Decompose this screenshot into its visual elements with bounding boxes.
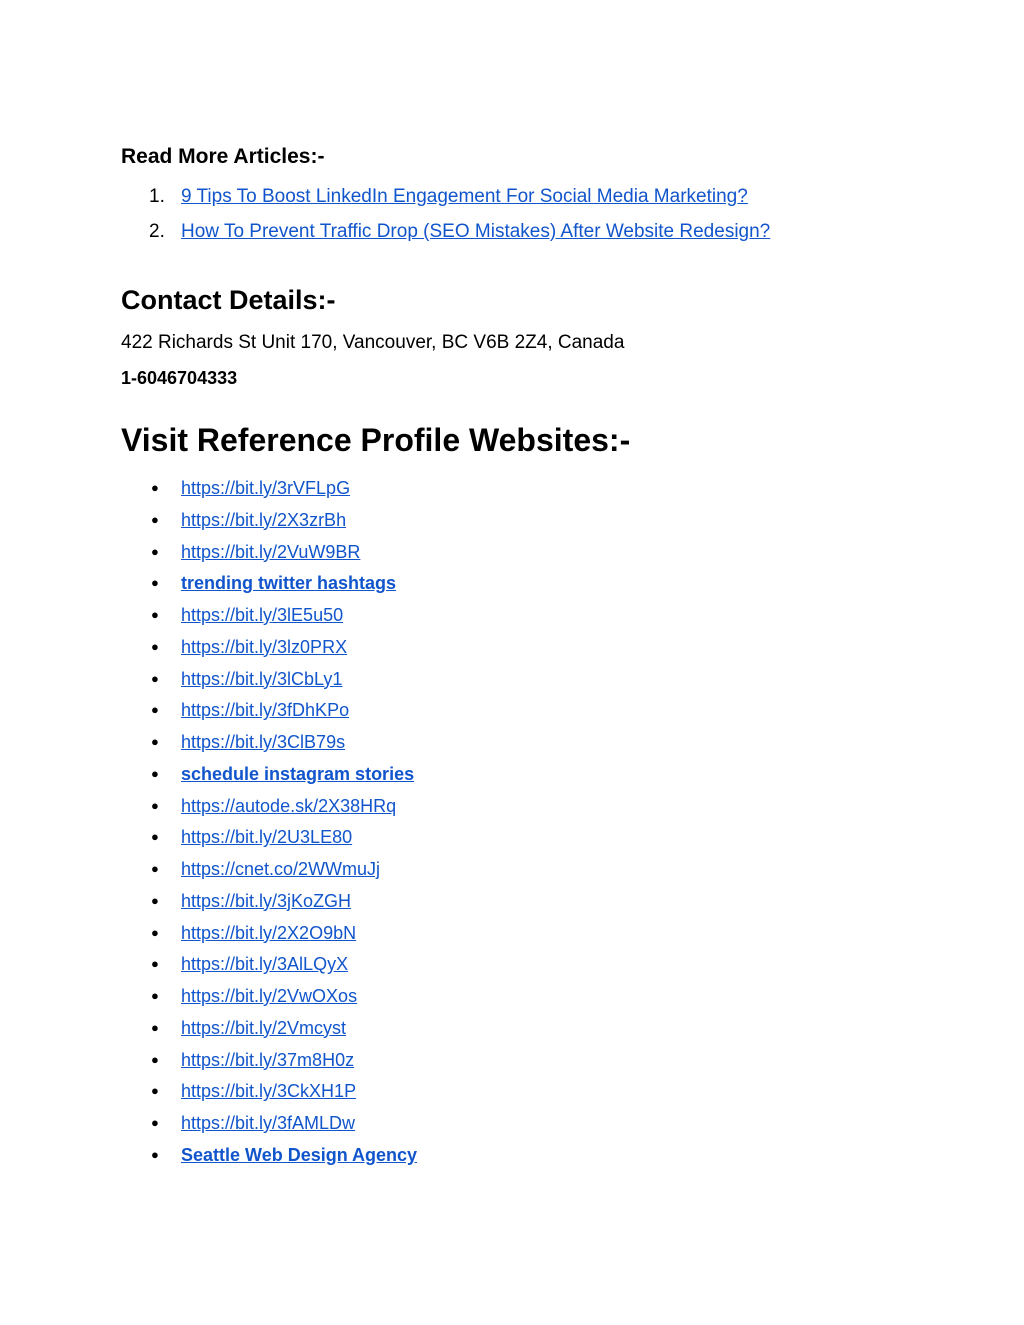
bullet-icon: ● — [151, 1146, 159, 1162]
reference-link[interactable]: https://bit.ly/3jKoZGH — [181, 890, 352, 911]
bullet-icon: ● — [151, 702, 159, 718]
reference-link[interactable]: https://cnet.co/2WWmuJj — [181, 859, 381, 879]
reference-link[interactable]: Seattle Web Design Agency — [181, 1144, 418, 1165]
bullet-icon: ● — [151, 988, 159, 1003]
reference-link[interactable]: https://bit.ly/3lCbLy1 — [181, 668, 343, 689]
bullet-icon: ● — [151, 543, 159, 559]
bullet-icon: ● — [151, 734, 159, 749]
bullet-icon: ● — [151, 607, 159, 622]
bullet-icon: ● — [151, 480, 159, 495]
reference-link[interactable]: https://autode.sk/2X38HRq — [181, 795, 397, 816]
bullet-icon: ● — [151, 1083, 159, 1099]
list-number: 1. — [149, 186, 165, 207]
bullet-icon: ● — [151, 638, 159, 654]
article-link-linkedin-tips[interactable]: 9 Tips To Boost LinkedIn Engagement For Social Media Marketing? — [181, 186, 748, 207]
reference-link[interactable]: https://bit.ly/2U3LE80 — [181, 827, 353, 848]
bullet-icon: ● — [151, 1051, 159, 1067]
reference-link[interactable]: https://bit.ly/37m8H0z — [181, 1049, 355, 1070]
bullet-icon: ● — [151, 670, 159, 686]
reference-link[interactable]: https://bit.ly/3AlLQyX — [181, 954, 349, 975]
bullet-icon: ● — [151, 575, 159, 591]
contact-heading: Contact Details:- — [121, 285, 336, 315]
reference-link[interactable]: https://bit.ly/2X3zrBh — [181, 509, 347, 530]
bullet-icon: ● — [151, 797, 159, 813]
reference-link[interactable]: https://bit.ly/3lE5u50 — [181, 605, 344, 625]
reference-link[interactable]: https://bit.ly/2X2O9bN — [181, 922, 357, 943]
reference-link[interactable]: https://bit.ly/3fAMLDw — [181, 1113, 356, 1133]
reference-heading: Visit Reference Profile Websites:- — [121, 422, 631, 458]
read-more-heading: Read More Articles:- — [121, 145, 325, 168]
reference-link[interactable]: https://bit.ly/3ClB79s — [181, 732, 346, 752]
reference-link[interactable]: schedule instagram stories — [181, 763, 415, 784]
bullet-icon: ● — [151, 924, 159, 940]
reference-link[interactable]: trending twitter hashtags — [181, 573, 397, 594]
reference-link[interactable]: https://bit.ly/3rVFLpG — [181, 478, 351, 498]
list-number: 2. — [149, 221, 165, 242]
bullet-icon: ● — [151, 956, 159, 972]
reference-link[interactable]: https://bit.ly/2VwOXos — [181, 986, 358, 1006]
bullet-icon: ● — [151, 829, 159, 845]
reference-link[interactable]: https://bit.ly/3fDhKPo — [181, 700, 350, 721]
reference-link[interactable]: https://bit.ly/2Vmcyst — [181, 1017, 347, 1038]
bullet-icon: ● — [151, 892, 159, 908]
contact-phone: 1-6046704333 — [121, 368, 238, 388]
contact-address: 422 Richards St Unit 170, Vancouver, BC V6B 2Z4, Canada — [121, 332, 625, 353]
bullet-icon: ● — [151, 1115, 159, 1130]
reference-link[interactable]: https://bit.ly/3CkXH1P — [181, 1081, 357, 1102]
bullet-icon: ● — [151, 511, 159, 527]
bullet-icon: ● — [151, 1019, 159, 1035]
bullet-icon: ● — [151, 765, 159, 781]
bullet-icon: ● — [151, 861, 159, 876]
article-link-traffic-drop[interactable]: How To Prevent Traffic Drop (SEO Mistakes) After Website Redesign? — [181, 221, 771, 242]
reference-link[interactable]: https://bit.ly/3lz0PRX — [181, 636, 348, 657]
reference-link[interactable]: https://bit.ly/2VuW9BR — [181, 541, 361, 562]
